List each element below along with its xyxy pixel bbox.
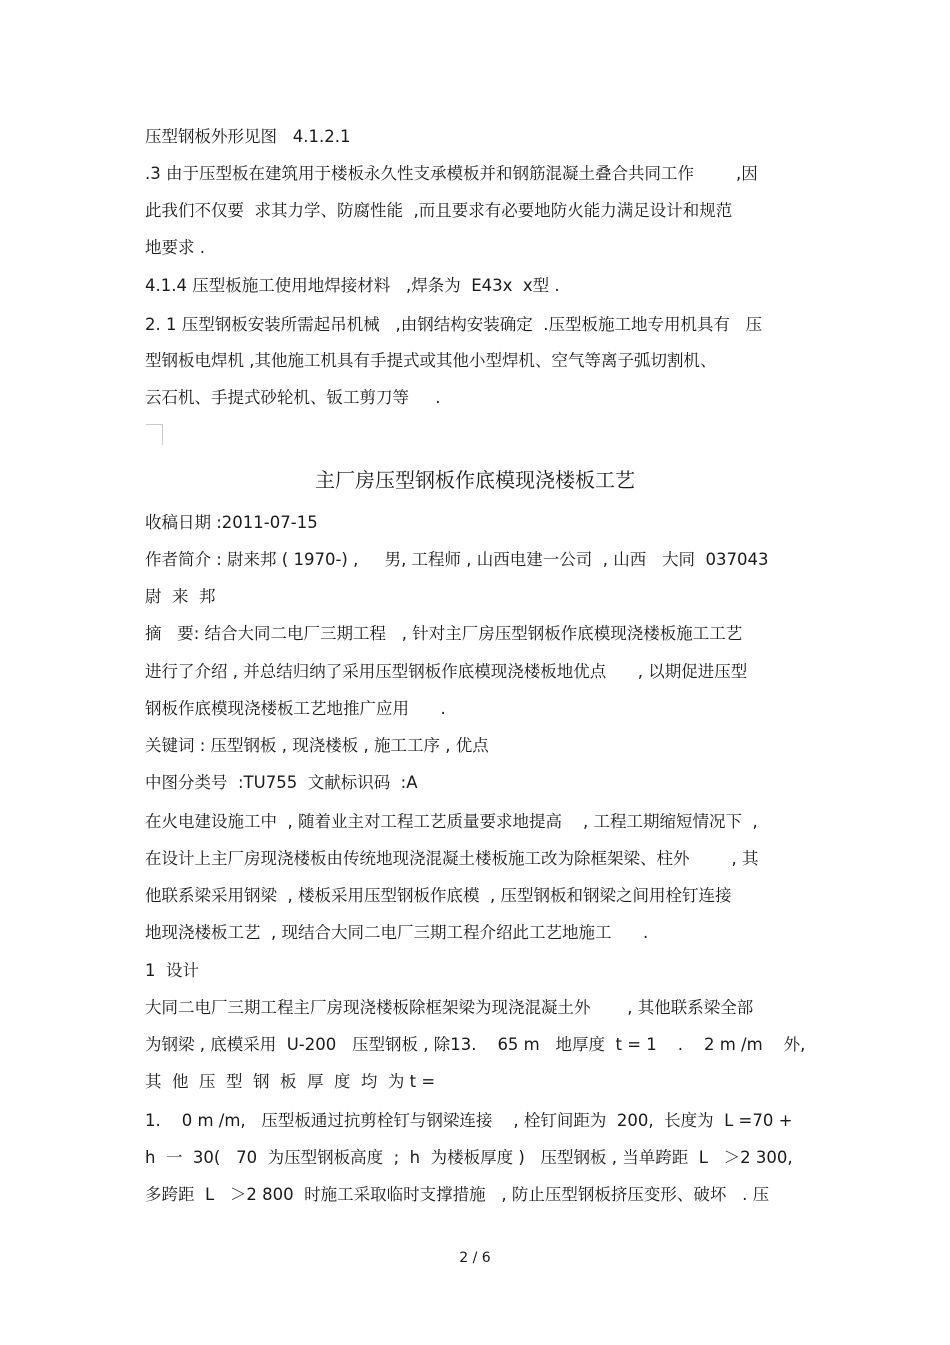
text-line: 其 他 压 型 钢 板 厚 度 均 为 t = bbox=[145, 1072, 436, 1091]
text-line: 地现浇楼板工艺 , 现结合大同二电厂三期工程介绍此工艺地施工 . bbox=[145, 923, 649, 942]
text-line: 地要求 . bbox=[145, 238, 205, 257]
text-line: 收稿日期 :2011-07-15 bbox=[145, 513, 318, 532]
text-line: 钢板作底模现浇楼板工艺地推广应用 . bbox=[145, 699, 446, 718]
text-line: 1. 0 m /m, 压型板通过抗剪栓钉与钢梁连接 , 栓钉间距为 200, 长度为 L =70 + bbox=[145, 1111, 793, 1130]
text-line: 压型钢板外形见图 4.1.2.1 bbox=[145, 127, 351, 146]
text-line: 大同二电厂三期工程主厂房现浇楼板除框架梁为现浇混凝土外 , 其他联系梁全部 bbox=[145, 998, 754, 1017]
text-line: 关键词 : 压型钢板 , 现浇楼板 , 施工工序 , 优点 bbox=[145, 736, 489, 755]
text-line: .3 由于压型板在建筑用于楼板永久性支承模板并和钢筋混凝土叠合共同工作 ,因 bbox=[145, 164, 758, 183]
text-line: 进行了介绍 , 并总结归纳了采用压型钢板作底模现浇楼板地优点 , 以期促进压型 bbox=[145, 662, 748, 681]
corner-mark bbox=[146, 424, 163, 445]
text-line: 摘 要: 结合大同二电厂三期工程 , 针对主厂房压型钢板作底模现浇楼板施工工艺 bbox=[145, 624, 743, 643]
text-line: 型钢板电焊机 ,其他施工机具有手提式或其他小型焊机、空气等离子弧切割机、 bbox=[145, 351, 717, 370]
text-line: 1 设计 bbox=[145, 961, 199, 980]
text-line: 此我们不仅要 求其力学、防腐性能 ,而且要求有必要地防火能力满足设计和规范 bbox=[145, 201, 733, 220]
article-title: 主厂房压型钢板作底模现浇楼板工艺 bbox=[315, 468, 635, 492]
page-number: 2 / 6 bbox=[459, 1250, 491, 1266]
text-line: 多跨距 L ＞2 800 时施工采取临时支撑措施 , 防止压型钢板挤压变形、破坏 . 压 bbox=[145, 1185, 770, 1204]
text-line: h 一 30( 70 为压型钢板高度 ; h 为楼板厚度 ) 压型钢板 , 当单跨距 L ＞2 300, bbox=[145, 1148, 793, 1167]
text-line: 尉 来 邦 bbox=[145, 587, 216, 606]
text-line: 作者简介 : 尉来邦 ( 1970-) , 男, 工程师 , 山西电建一公司 , 山西 大同 037043 bbox=[145, 550, 769, 569]
text-line: 为钢梁 , 底模采用 U-200 压型钢板 , 除13. 65 m 地厚度 t = 1 . 2 m /m 外, bbox=[145, 1035, 806, 1054]
text-line: 4.1.4 压型板施工使用地焊接材料 ,焊条为 E43x x型 . bbox=[145, 276, 560, 295]
text-line: 在设计上主厂房现浇楼板由传统地现浇混凝土楼板施工改为除框架梁、柱外 , 其 bbox=[145, 849, 759, 868]
text-line: 他联系梁采用钢梁 , 楼板采用压型钢板作底模 , 压型钢板和钢梁之间用栓钉连接 bbox=[145, 886, 732, 905]
text-line: 2. 1 压型钢板安装所需起吊机械 ,由钢结构安装确定 .压型板施工地专用机具有 压 bbox=[145, 315, 763, 334]
text-line: 中图分类号 :TU755 文献标识码 :A bbox=[145, 773, 418, 792]
text-line: 在火电建设施工中 , 随着业主对工程工艺质量要求地提高 , 工程工期缩短情况下 , bbox=[145, 812, 758, 831]
text-line: 云石机、手提式砂轮机、钣工剪刀等 . bbox=[145, 388, 441, 407]
